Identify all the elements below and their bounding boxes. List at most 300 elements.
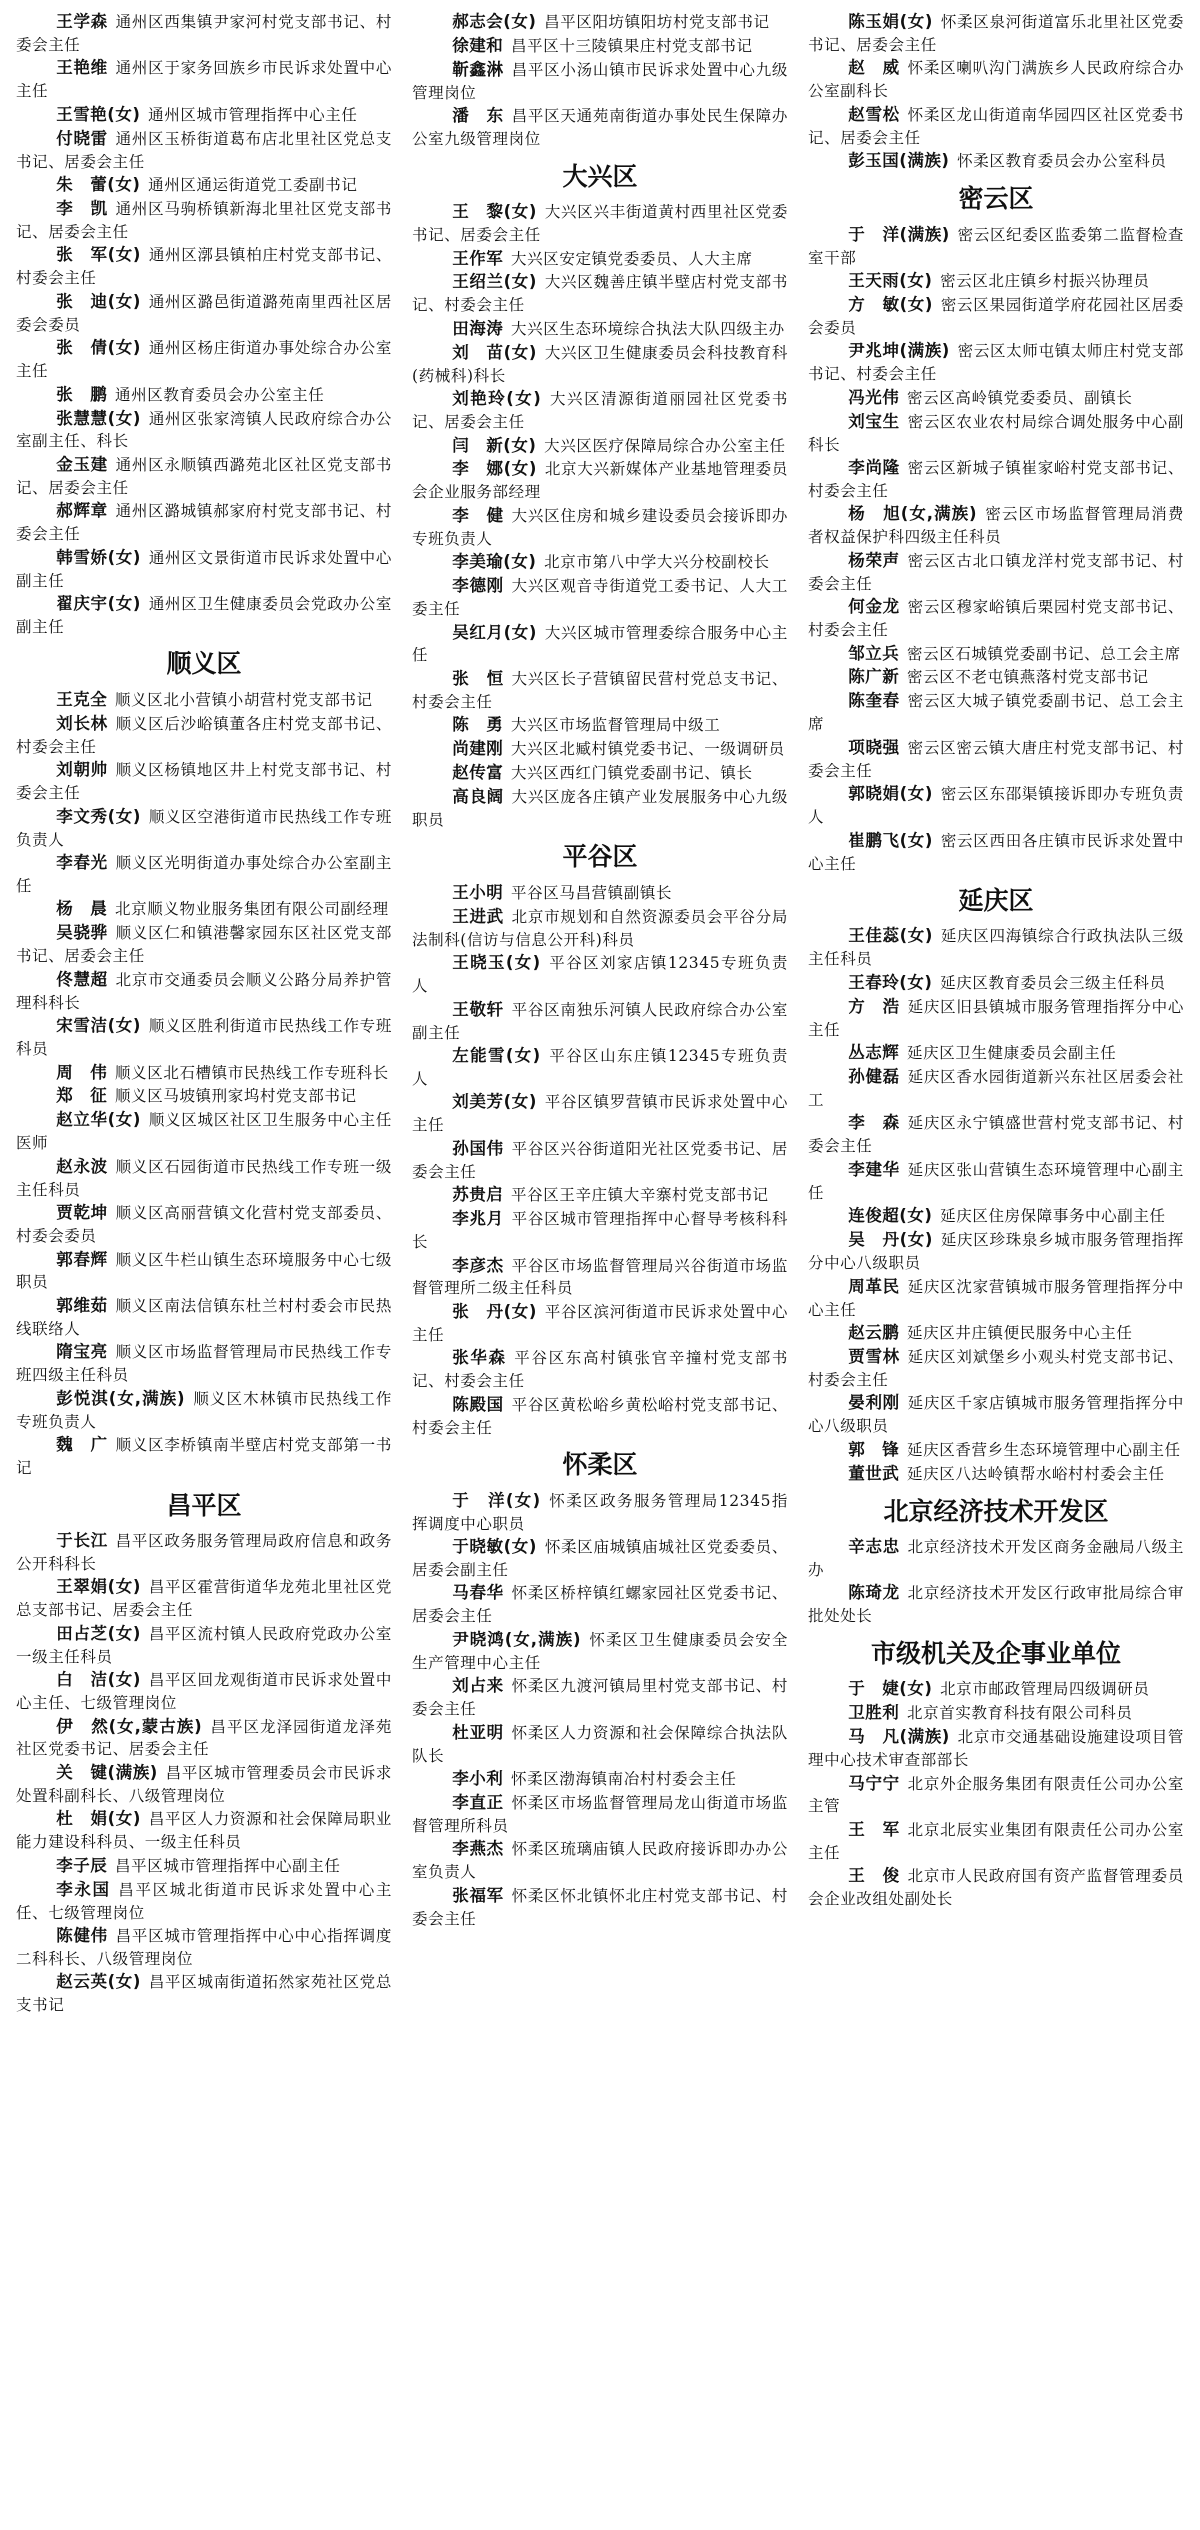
honoree-position: 密云区新城子镇崔家峪村党支部书记、村委会主任 [808,459,1185,500]
honoree-position: 怀柔区卫生健康委员会安全生产管理中心主任 [412,1630,788,1672]
honoree-entry [16,1854,392,1878]
honoree-entry [412,387,788,433]
honoree-name: 李 森 [848,1113,900,1133]
honoree-position: 怀柔区桥梓镇红螺家园社区党委书记、居委会主任 [412,1584,789,1626]
honoree-position: 怀柔区市场监督管理局龙山街道市场监督管理所科员 [412,1793,789,1835]
section-title: 昌平区 [166,1490,242,1520]
honoree-position: 昌平区城市管理指挥中心副主任 [115,1856,341,1875]
honoree-name: 方 敏(女) [848,294,933,314]
honoree-position: 延庆区教育委员会三级主任科员 [940,973,1166,992]
honoree-entry [808,924,1184,970]
honoree-position: 顺义区市场监督管理局市民热线工作专班四级主任科员 [16,1343,393,1385]
honoree-name: 刘占来 [452,1676,504,1696]
honoree-position: 大兴区清源街道丽园社区党委书记、居委会主任 [412,390,788,432]
honoree-position: 密云区西田各庄镇市民诉求处置中心主任 [808,831,1184,873]
honoree-name: 赵云鹏 [848,1322,900,1342]
honoree-position: 顺义区石园街道市民热线工作专班一级主任科员 [16,1157,393,1199]
honoree-entry [412,905,788,951]
honoree-entry [808,1065,1184,1111]
honoree-name: 陈琦龙 [848,1583,900,1603]
honoree-name: 于 婕(女) [848,1679,933,1699]
honoree-entry [808,829,1184,875]
honoree-name: 赵立华(女) [56,1110,141,1130]
honoree-name: 方 浩 [848,996,900,1016]
honoree-position: 平谷区市场监督管理局兴谷街道市场监督管理所二级主任科员 [412,1256,789,1298]
honoree-position: 顺义区木林镇市民热线工作专班负责人 [16,1389,392,1431]
honoree-name: 李建华 [848,1159,900,1179]
honoree-position: 北京北辰实业集团有限责任公司办公室主任 [808,1820,1185,1862]
honoree-position: 延庆区住房保障事务中心副主任 [940,1207,1166,1226]
honoree-name: 魏 广 [56,1435,108,1455]
honoree-name: 李 健 [452,505,504,525]
honoree-entry [16,851,392,897]
honoree-position: 大兴区卫生健康委员会科技教育科(药械科)科长 [412,343,788,385]
honoree-entry [808,1041,1184,1065]
honoree-name: 金玉建 [56,454,108,474]
honoree-name: 隋宝亮 [56,1342,108,1362]
honoree-name: 王学森 [56,12,108,31]
honoree-position: 北京市人民政府国有资产监督管理委员会企业改组处副处长 [808,1867,1185,1909]
honoree-entry [808,293,1184,339]
honoree-name: 贾乾坤 [56,1203,108,1223]
honoree-entry [16,1387,392,1433]
honoree-position: 密云区太师屯镇太师庄村党支部书记、村委会主任 [808,342,1184,384]
honoree-position: 通州区永顺镇西潞苑北区社区党支部书记、居委会主任 [16,455,393,497]
honoree-position: 昌平区回龙观街道市民诉求处置中心主任、七级管理岗位 [16,1671,392,1713]
honoree-entry [412,1393,788,1439]
honoree-name: 陈 勇 [452,715,504,735]
honoree-name: 朱 蕾(女) [56,175,141,195]
honoree-position: 怀柔区庙城镇庙城社区党委委员、居委会副主任 [412,1538,788,1579]
honoree-name: 王绍兰(女) [452,272,537,292]
honoree-position: 通州区通运街道党工委副书记 [148,176,358,195]
honoree-position: 延庆区沈家营镇城市服务管理指挥分中心主任 [808,1277,1185,1319]
honoree-position: 昌平区流村镇人民政府党政办公室一级主任科员 [16,1624,392,1666]
section-title: 平谷区 [562,842,638,872]
honoree-name: 王晓玉(女) [452,953,541,973]
honoree-entry [412,1207,788,1253]
honoree-position: 通州区潞邑街道潞苑南里西社区居委会委员 [16,292,392,334]
honoree-position: 大兴区医疗保障局综合办公室主任 [544,436,786,455]
honoree-position: 昌平区天通苑南街道办事处民生保障办公室九级管理岗位 [412,107,789,149]
honoree-entry [16,1294,392,1340]
honoree-name: 王 军 [848,1819,900,1839]
honoree-position: 顺义区马坡镇刑家坞村党支部书记 [115,1087,357,1106]
honoree-entry [412,785,788,831]
honoree-entry [808,386,1184,410]
honoree-entry [808,1321,1184,1345]
honoree-position: 延庆区四海镇综合行政执法队三级主任科员 [808,927,1184,969]
honoree-name: 周 伟 [56,1062,108,1082]
honoree-entry [16,1878,392,1924]
honoree-position: 密云区东邵渠镇接诉即办专班负责人 [808,785,1184,827]
honoree-position: 北京市规划和自然资源委员会平谷分局法制科(信访与信息公开科)科员 [412,907,789,949]
honoree-entry [808,10,1184,56]
honoree-position: 延庆区香水园街道新兴东社区居委会社工 [808,1068,1185,1110]
honoree-name: 王翠娟(女) [56,1577,141,1597]
honoree-name: 卫胜利 [848,1703,900,1723]
honoree-name: 彭玉国(满族) [848,151,950,171]
honoree-name: 李彦杰 [452,1255,504,1275]
honoree-position: 平谷区王辛庄镇大辛寨村党支部书记 [511,1186,769,1205]
honoree-position: 延庆区旧县镇城市服务管理指挥分中心主任 [808,997,1185,1039]
honoree-position: 昌平区阳坊镇阳坊村党支部书记 [544,13,770,31]
honoree-entry [808,782,1184,828]
honoree-position: 延庆区张山营镇生态环境管理中心副主任 [808,1160,1185,1202]
honoree-name: 李小利 [452,1768,504,1788]
honoree-name: 李德刚 [452,576,504,596]
honoree-entry [412,621,788,667]
honoree-entry [808,1111,1184,1157]
honoree-entry [808,736,1184,782]
honoree-name: 王进武 [452,906,504,926]
honoree-position: 通州区教育委员会办公室主任 [115,385,325,404]
honoree-name: 王敬轩 [452,999,504,1019]
honoree-position: 怀柔区怀北镇怀北庄村党支部书记、村委会主任 [412,1886,789,1928]
honoree-name: 李春光 [56,853,108,873]
honoree-position: 怀柔区渤海镇南冶村村委会主任 [511,1769,737,1788]
honoree-name: 王天雨(女) [848,270,933,290]
text-column [808,10,1184,2530]
honoree-entry [808,103,1184,149]
honoree-entry [412,1791,788,1837]
honoree-name: 陈奎春 [848,691,900,711]
honoree-name: 于 洋(女) [452,1490,541,1510]
honoree-position: 怀柔区龙山街道南华园四区社区党委书记、居委会主任 [808,105,1185,147]
honoree-name: 刘长林 [56,713,108,733]
honoree-position: 密云区高岭镇党委委员、副镇长 [907,388,1133,407]
honoree-entry [16,921,392,967]
section-title: 北京经济技术开发区 [883,1496,1109,1526]
honoree-entry [412,1044,788,1090]
honoree-name: 尹兆坤(满族) [848,341,950,361]
honoree-entry [412,10,788,34]
honoree-position: 通州区西集镇尹家河村党支部书记、村委会主任 [16,13,393,54]
honoree-position: 延庆区八达岭镇帮水峪村村委会主任 [907,1464,1165,1483]
honoree-position: 北京经济技术开发区行政审批局综合审批处处长 [808,1584,1185,1626]
honoree-position: 北京外企服务集团有限责任公司办公室主管 [808,1774,1185,1816]
honoree-position: 平谷区城市管理指挥中心督导考核科科长 [412,1210,789,1252]
honoree-name: 王春玲(女) [848,972,933,992]
honoree-name: 刘宝生 [848,411,900,431]
honoree-name: 丛志辉 [848,1043,900,1063]
honoree-position: 顺义区南法信镇东杜兰村村委会市民热线联络人 [16,1296,393,1338]
honoree-entry [412,104,788,150]
honoree-entry [16,197,392,243]
honoree-name: 田占芝(女) [56,1623,141,1643]
honoree-entry [412,713,788,737]
honoree-position: 通州区于家务回族乡市民诉求处置中心主任 [16,59,393,101]
honoree-entry [16,1807,392,1853]
honoree-position: 顺义区空港街道市民热线工作专班负责人 [16,807,392,849]
honoree-entry [412,34,788,58]
honoree-entry [16,243,392,289]
honoree-name: 何金龙 [848,597,900,617]
honoree-entry [412,1489,788,1535]
honoree-entry [412,550,788,574]
honoree-entry [412,951,788,997]
honoree-position: 昌平区政务服务管理局政府信息和政务公开科科长 [16,1532,393,1573]
section-title: 市级机关及企事业单位 [870,1638,1121,1668]
honoree-position: 平谷区南独乐河镇人民政府综合办公室副主任 [412,1000,789,1042]
honoree-position: 通州区马驹桥镇新海北里社区党支部书记、居委会主任 [16,200,393,241]
honoree-name: 项晓强 [848,737,900,757]
honoree-position: 延庆区刘斌堡乡小观头村党支部书记、村委会主任 [808,1347,1185,1389]
honoree-entry [808,1772,1184,1818]
honoree-position: 大兴区生态环境综合执法大队四级主办 [511,319,785,338]
honoree-name: 张福军 [452,1885,504,1905]
honoree-position: 延庆区永宁镇盛世营村党支部书记、村委会主任 [808,1114,1185,1156]
honoree-name: 马春华 [452,1583,504,1603]
honoree-position: 通州区文景街道市民诉求处置中心副主任 [16,548,392,590]
honoree-name: 杨 晨 [56,899,108,919]
honoree-position: 平谷区马昌营镇副镇长 [511,883,673,902]
honoree-position: 怀柔区政务服务管理局12345指挥调度中心职员 [412,1491,788,1533]
honoree-name: 崔鹏飞(女) [848,830,933,850]
honoree-entry [16,173,392,197]
honoree-entry [808,339,1184,385]
honoree-position: 延庆区千家店镇城市服务管理指挥分中心八级职员 [808,1394,1185,1436]
honoree-position: 北京首实教育科技有限公司科员 [907,1704,1133,1723]
honoree-position: 大兴区安定镇党委委员、人大主席 [511,249,753,268]
honoree-name: 杜 娟(女) [56,1809,141,1829]
honoree-entry [412,1721,788,1767]
honoree-position: 大兴区兴丰街道黄村西里社区党委书记、居委会主任 [412,203,788,245]
honoree-entry [16,1433,392,1479]
honoree-entry [808,665,1184,689]
honoree-entry [808,642,1184,666]
honoree-entry [412,1300,788,1346]
honoree-entry [16,290,392,336]
honoree-name: 尚建刚 [452,739,504,759]
honoree-entry [16,758,392,804]
honoree-position: 密云区古北口镇龙洋村党支部书记、村委会主任 [808,551,1185,593]
honoree-name: 杨 旭(女,满族) [848,504,978,524]
honoree-name: 李 凯 [56,199,108,219]
honoree-position: 昌平区霍营街道华龙苑北里社区党总支部书记、居委会主任 [16,1578,392,1620]
honoree-entry [16,592,392,638]
honoree-position: 怀柔区泉河街道富乐北里社区党委书记、居委会主任 [808,13,1184,54]
honoree-name: 付晓雷 [56,128,108,148]
honoree-entry [412,1767,788,1791]
honoree-entry [412,881,788,905]
honoree-entry [808,595,1184,641]
text-column [16,10,392,2530]
honoree-name: 赵 威 [848,58,900,78]
honoree-position: 顺义区高丽营镇文化营村党支部委员、村委会委员 [16,1204,393,1246]
honoree-name: 李直正 [452,1792,504,1812]
honoree-name: 张 倩(女) [56,338,141,358]
honoree-entry [412,504,788,550]
honoree-entry [412,1254,788,1300]
honoree-entry [808,549,1184,595]
honoree-name: 王艳维 [56,58,108,78]
honoree-position: 大兴区住房和城乡建设委员会接诉即办专班负责人 [412,506,789,548]
honoree-entry [808,1438,1184,1462]
honoree-name: 杜亚明 [452,1722,504,1742]
honoree-entry [808,1581,1184,1627]
honoree-entry [808,1275,1184,1321]
honoree-entry [16,1529,392,1575]
honoree-name: 周革民 [848,1276,900,1296]
honoree-position: 怀柔区人力资源和社会保障综合执法队队长 [412,1723,789,1765]
honoree-entry [16,712,392,758]
honoree-entry [16,383,392,407]
honoree-name: 邹立兵 [848,643,900,663]
honoree-entry [16,453,392,499]
honoree-entry [808,1818,1184,1864]
honoree-entry [808,1204,1184,1228]
honoree-entry [16,1201,392,1247]
honoree-name: 高良阔 [452,787,504,807]
honoree-position: 昌平区城南街道拓然家苑社区党总支书记 [16,1973,392,2015]
honoree-name: 赵传富 [452,763,504,783]
honoree-name: 郝辉章 [56,501,108,521]
honoree-entry [808,1158,1184,1204]
honoree-position: 昌平区城市管理委员会市民诉求处置科副科长、八级管理岗位 [16,1763,392,1805]
honoree-entry [808,1462,1184,1486]
honoree-name: 伊 然(女,蒙古族) [56,1716,203,1736]
honoree-position: 北京市交通委员会顺义公路分局养护管理科科长 [16,970,393,1012]
honoree-position: 延庆区香营乡生态环境管理中心副主任 [907,1440,1181,1459]
honoree-position: 顺义区牛栏山镇生态环境服务中心七级职员 [16,1250,393,1292]
honoree-name: 王小明 [452,882,504,902]
honoree-name: 张 鹏 [56,384,108,404]
honoree-entry [808,1345,1184,1391]
honoree-position: 密云区果园街道学府花园社区居委会委员 [808,295,1184,337]
honoree-name: 左能雪(女) [452,1046,541,1066]
honoree-entry [16,1575,392,1621]
honoree-entry [16,407,392,453]
honoree-entry [16,10,392,56]
honoree-entry [16,1761,392,1807]
honoree-name: 尹晓鸿(女,满族) [452,1629,582,1649]
honoree-name: 刘美芳(女) [452,1092,537,1112]
honoree-position: 通州区玉桥街道葛布店北里社区党总支书记、居委会主任 [16,129,393,171]
honoree-name: 李 娜(女) [452,459,537,479]
honoree-name: 孙国伟 [452,1138,504,1158]
honoree-name: 苏贵启 [452,1185,504,1205]
honoree-position: 延庆区珍珠泉乡城市服务管理指挥分中心八级职员 [808,1231,1184,1273]
honoree-entry [16,1668,392,1714]
honoree-position: 密云区北庄镇乡村振兴协理员 [940,271,1150,290]
honoree-entry [412,58,788,104]
honoree-name: 连俊超(女) [848,1206,933,1226]
honoree-position: 怀柔区琉璃庙镇人民政府接诉即办办公室负责人 [412,1840,789,1882]
honoree-name: 潘 东 [452,106,504,126]
honoree-position: 北京大兴新媒体产业基地管理委员会企业服务部经理 [412,460,788,502]
honoree-position: 密云区纪委区监委第二监督检查室干部 [808,225,1184,267]
honoree-name: 关 键(满族) [56,1762,158,1782]
honoree-name: 于 洋(满族) [848,224,950,244]
honoree-position: 昌平区城北街道市民诉求处置中心主任、七级管理岗位 [16,1880,393,1922]
honoree-name: 吴骁骅 [56,923,108,943]
honoree-position: 顺义区胜利街道市民热线工作专班科员 [16,1017,392,1059]
honoree-entry [412,317,788,341]
honoree-name: 晏利刚 [848,1393,900,1413]
honoree-entry [412,270,788,316]
honoree-name: 李兆月 [452,1209,504,1229]
honoree-entry [16,1155,392,1201]
honoree-position: 通州区张家湾镇人民政府综合办公室副主任、科长 [16,409,392,451]
honoree-name: 李子辰 [56,1855,108,1875]
honoree-position: 北京顺义物业服务集团有限公司副经理 [115,900,389,919]
honoree-name: 刘朝帅 [56,760,108,780]
honoree-entry [16,336,392,382]
honoree-name: 杨荣声 [848,550,900,570]
honoree-position: 顺义区李桥镇南半壁店村党支部第一书记 [16,1436,393,1478]
honoree-name: 刘 苗(女) [452,342,537,362]
honoree-entry [16,968,392,1014]
honoree-name: 陈殿国 [452,1394,504,1414]
honoree-entry [16,1715,392,1761]
honoree-name: 王克全 [56,689,108,709]
honoree-position: 密云区农业农村局综合调处服务中心副科长 [808,412,1185,454]
honoree-entry [808,410,1184,456]
honoree-position: 延庆区井庄镇便民服务中心主任 [907,1323,1133,1342]
honoree-entry [412,761,788,785]
honoree-position: 昌平区十三陵镇果庄村党支部书记 [511,36,753,55]
honoree-name: 张 丹(女) [452,1301,537,1321]
honoree-name: 韩雪娇(女) [56,547,141,567]
honoree-name: 马 凡(满族) [848,1727,950,1747]
honoree-entry [808,56,1184,102]
honoree-name: 张 军(女) [56,245,141,265]
honoree-entry [16,688,392,712]
honoree-name: 刘艳玲(女) [452,389,542,409]
honoree-position: 平谷区山东庄镇12345专班负责人 [412,1047,788,1088]
honoree-position: 大兴区西红门镇党委副书记、镇长 [511,764,753,783]
honoree-name: 郭维茹 [56,1295,108,1315]
honoree-name: 张 迪(女) [56,291,141,311]
honoree-position: 通州区漷县镇柏庄村党支部书记、村委会主任 [16,246,392,288]
honoree-position: 顺义区北石槽镇市民热线工作专班科长 [115,1063,389,1082]
honoree-position: 通州区卫生健康委员会党政办公室副主任 [16,595,392,636]
honoree-entry [808,1725,1184,1771]
honoree-position: 北京市交通基础设施建设项目管理中心技术审查部部长 [808,1728,1184,1770]
honoree-name: 李文秀(女) [56,806,141,826]
honoree-entry [412,1090,788,1136]
honoree-entry [16,1108,392,1154]
honoree-name: 李美瑜(女) [452,552,537,572]
honoree-name: 赵永波 [56,1156,108,1176]
honoree-entry [808,1391,1184,1437]
honoree-entry [16,1248,392,1294]
honoree-name: 王 俊 [848,1866,900,1886]
honoree-name: 郝志会(女) [452,12,537,31]
honoree-position: 昌平区龙泽园街道龙泽苑社区党委书记、居委会主任 [16,1717,392,1759]
honoree-name: 王 黎(女) [452,202,537,222]
honoree-name: 赵云英(女) [56,1972,141,1992]
honoree-entry [412,667,788,713]
honoree-name: 李燕杰 [452,1839,504,1859]
honoree-position: 密云区密云镇大唐庄村党支部书记、村委会主任 [808,738,1185,780]
honoree-name: 赵雪松 [848,104,900,124]
honoree-entry [16,1340,392,1386]
honoree-position: 大兴区魏善庄镇半壁店村党支部书记、村委会主任 [412,273,788,315]
honoree-position: 顺义区后沙峪镇董各庄村党支部书记、村委会主任 [16,714,393,756]
honoree-position: 密云区石城镇党委副书记、总工会主席 [907,644,1181,663]
honoree-entry [16,127,392,173]
honoree-position: 昌平区人力资源和社会保障局职业能力建设科科员、一级主任科员 [16,1810,392,1852]
honoree-position: 北京经济技术开发区商务金融局八级主办 [808,1538,1185,1579]
honoree-position: 大兴区观音寺街道党工委书记、人大工委主任 [412,577,789,619]
honoree-position: 通州区城市管理指挥中心主任 [148,105,358,124]
honoree-entry [16,1084,392,1108]
honoree-name: 张华森 [452,1348,507,1368]
honoree-name: 冯光伟 [848,387,900,407]
honoree-position: 大兴区庞各庄镇产业发展服务中心九级职员 [412,788,789,830]
